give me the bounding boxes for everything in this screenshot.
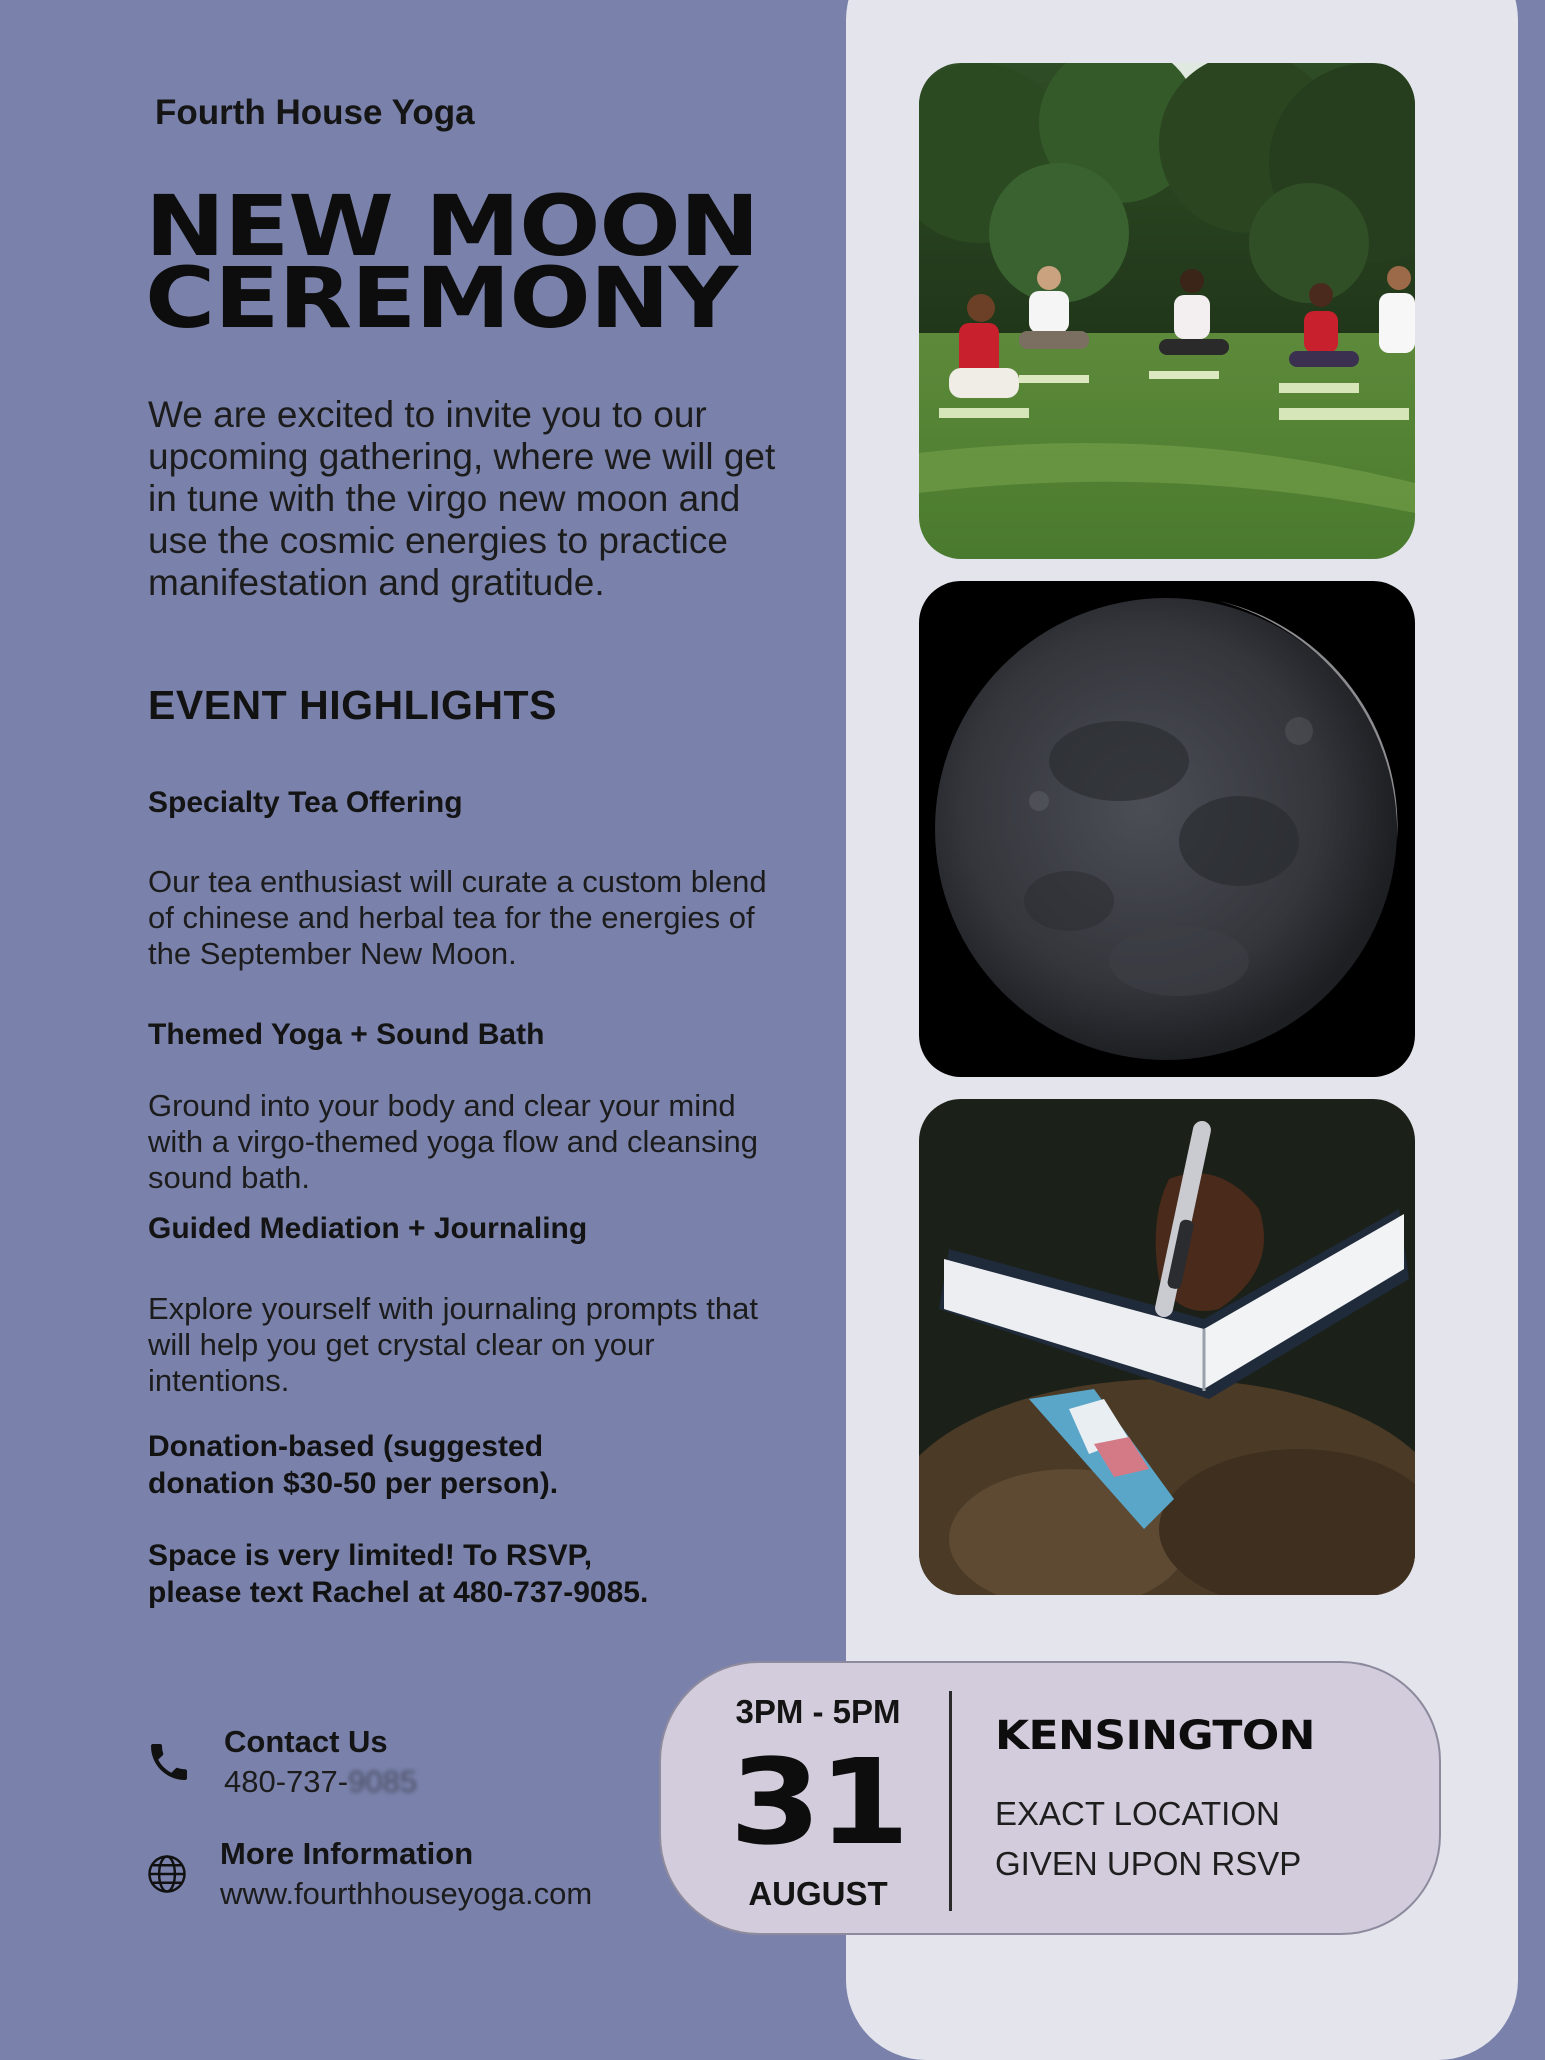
highlights-heading: EVENT HIGHLIGHTS — [148, 682, 557, 728]
donation-note: Donation-based (suggested donation $30-50 per person). — [148, 1430, 559, 1500]
phone-blurred-part: 9085 — [348, 1764, 418, 1799]
event-time: 3PM - 5PM — [735, 1693, 901, 1730]
location-line-2: GIVEN UPON RSVP — [995, 1845, 1302, 1882]
location-note — [995, 1789, 1395, 1889]
highlight-title: Specialty Tea Offering — [148, 786, 463, 819]
highlight-title: Themed Yoga + Sound Bath — [148, 1018, 545, 1051]
event-title — [145, 177, 920, 347]
event-place: KENSINGTON — [995, 1713, 1315, 1759]
event-day: 31 — [729, 1733, 907, 1871]
title-line-1: NEW MOON — [145, 177, 759, 275]
phone-icon — [145, 1738, 193, 1790]
journaling-photo — [919, 1099, 1415, 1595]
event-date-card — [659, 1661, 1441, 1935]
new-moon-photo — [919, 581, 1415, 1077]
contact-label: Contact Us — [224, 1724, 388, 1759]
highlight-title: Guided Mediation + Journaling — [148, 1212, 588, 1245]
highlight-description: Ground into your body and clear your mind with a virgo-themed yoga flow and cleansing sound bath. — [148, 1088, 759, 1195]
event-month: AUGUST — [748, 1875, 888, 1912]
highlight-description: Our tea enthusiast will curate a custom blend of chinese and herbal tea for the energies of the September New Moon. — [148, 864, 767, 971]
card-divider — [949, 1691, 952, 1911]
brand-name: Fourth House Yoga — [155, 93, 475, 132]
location-line-1: EXACT LOCATION — [995, 1795, 1280, 1832]
highlight-description: Explore yourself with journaling prompts that will help you get crystal clear on your intentions. — [148, 1291, 758, 1398]
phone-visible-part: 480-737- — [224, 1764, 349, 1799]
globe-icon — [146, 1853, 188, 1899]
website-link[interactable]: www.fourthhouseyoga.com — [220, 1876, 593, 1911]
contact-phone — [224, 1764, 417, 1800]
yoga-circle-photo — [919, 63, 1415, 559]
rsvp-note: Space is very limited! To RSVP, please text Rachel at 480-737-9085. — [148, 1539, 649, 1609]
intro-paragraph: We are excited to invite you to our upcoming gathering, where we will get in tune with the virgo new moon and use the cosmic energies to practice manifestation and gratitude. — [148, 394, 776, 603]
more-info-label: More Information — [220, 1836, 474, 1871]
title-line-2: CEREMONY — [145, 249, 737, 347]
